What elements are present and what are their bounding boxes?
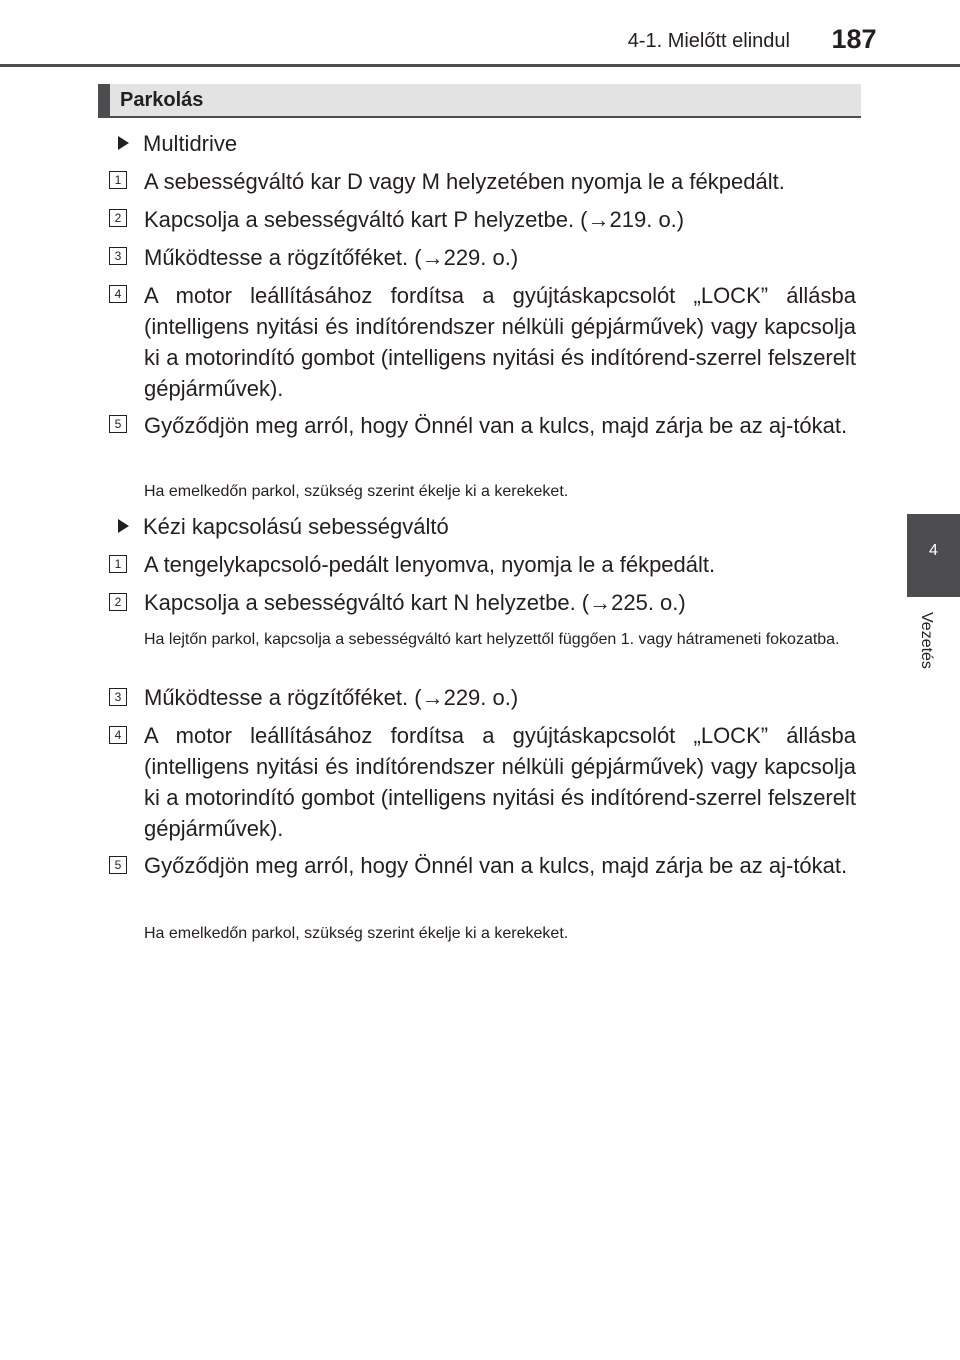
step-text: Győződjön meg arról, hogy Önnél van a kulcs, majd zárja be az aj-tókat. xyxy=(144,853,848,878)
step-text: A motor leállításához fordítsa a gyújtáskapcsolót „LOCK” állásba (intelligens nyitási és indítórendszer nélküli gépjárművek) vagy kapcsolja ki a motorindító gombot (intelligens nyitási és indítórend-szerrel felszerelt gépjárművek). xyxy=(144,283,856,401)
chapter-side-tab xyxy=(907,514,960,597)
chapter-tab-number: 4 xyxy=(929,542,938,559)
note-text: Ha emelkedőn parkol, szükség szerint ékelje ki a kerekeket. xyxy=(144,483,569,500)
step-text: Működtesse a rögzítőféket. (→229. o.) xyxy=(144,685,519,710)
step-number-badge: 5 xyxy=(109,415,127,433)
step-number-badge: 1 xyxy=(109,171,127,189)
step-number-badge: 1 xyxy=(109,555,127,573)
step-number-badge: 2 xyxy=(109,209,127,227)
chapter-side-label: Vezetés xyxy=(918,612,935,669)
header-chapter-title: 4-1. Mielőtt elindul xyxy=(627,30,790,52)
triangle-bullet-icon xyxy=(118,519,129,533)
step-number-badge: 5 xyxy=(109,856,127,874)
note-text: Ha lejtőn parkol, kapcsolja a sebességváltó kart helyzettől függően 1. vagy hátrameneti fokozatba. xyxy=(144,631,840,648)
step-text: A tengelykapcsoló-pedált lenyomva, nyomja le a fékpedált. xyxy=(144,552,716,577)
step-number-badge: 3 xyxy=(109,688,127,706)
step-text: Működtesse a rögzítőféket. (→229. o.) xyxy=(144,245,519,270)
subsection-manual xyxy=(118,511,449,542)
step-text: Kapcsolja a sebességváltó kart N helyzetbe. (→225. o.) xyxy=(144,590,686,615)
step-text: Győződjön meg arról, hogy Önnél van a kulcs, majd zárja be az aj-tókat. xyxy=(144,413,848,438)
step-text: A motor leállításához fordítsa a gyújtáskapcsolót „LOCK” állásba (intelligens nyitási és indítórendszer nélküli gépjárművek) vagy kapcsolja ki a motorindító gombot (intelligens nyitási és indítórend-szerrel felszerelt gépjárművek). xyxy=(144,723,856,841)
step-number-badge: 4 xyxy=(109,726,127,744)
subsection-title: Kézi kapcsolású sebességváltó xyxy=(143,514,449,539)
page-number: 187 xyxy=(831,24,877,54)
step-number-badge: 4 xyxy=(109,285,127,303)
subsection-title: Multidrive xyxy=(143,131,238,156)
step-number-badge: 3 xyxy=(109,247,127,265)
triangle-bullet-icon xyxy=(118,136,129,150)
header-rule xyxy=(0,64,960,67)
step-text: A sebességváltó kar D vagy M helyzetében nyomja le a fékpedált. xyxy=(144,169,785,194)
note-text: Ha emelkedőn parkol, szükség szerint ékelje ki a kerekeket. xyxy=(144,925,569,942)
step-text: Kapcsolja a sebességváltó kart P helyzetbe. (→219. o.) xyxy=(144,207,685,232)
subsection-multidrive xyxy=(118,128,237,159)
section-title: Parkolás xyxy=(120,89,204,111)
section-header-bar xyxy=(98,84,861,118)
step-number-badge: 2 xyxy=(109,593,127,611)
